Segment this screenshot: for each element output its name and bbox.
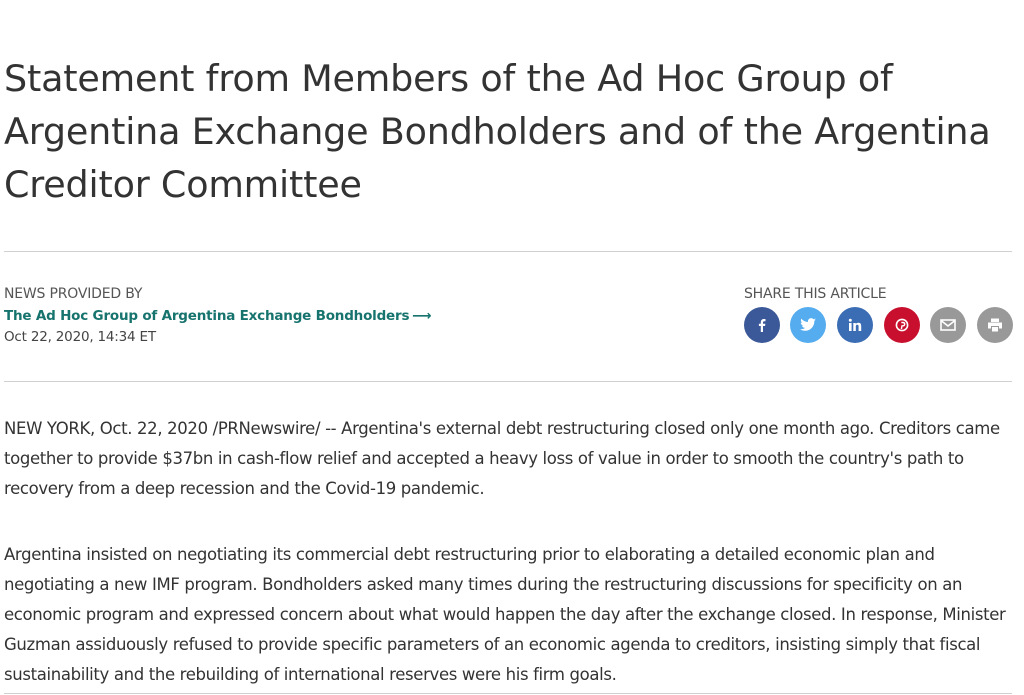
facebook-icon [755, 318, 769, 332]
divider [4, 693, 1012, 694]
share-article [744, 286, 1019, 303]
twitter-icon [800, 318, 816, 332]
provider-link[interactable] [4, 308, 431, 325]
divider [4, 381, 1012, 382]
divider [4, 251, 1012, 252]
linkedin-icon [848, 318, 862, 332]
print-button[interactable] [977, 307, 1013, 343]
article-paragraph: Argentina insisted on negotiating its commercial debt restructuring prior to elaborating a detailed economic plan and negotiating a new IMF program. Bondholders asked many times during the restructuring discussions for specificity on an economic program and expressed concern about what would happen the day after the exchange closed. In response, Minister Guzman assiduously refused to provide specific parameters of an economic agenda to creditors, insisting simply that fiscal sustainability and the rebuilding of international reserves were his firm goals. [4, 545, 1006, 684]
share-buttons [744, 307, 1019, 345]
email-icon [940, 319, 956, 331]
twitter-share-button[interactable] [790, 307, 826, 343]
article-paragraph: NEW YORK, Oct. 22, 2020 /PRNewswire/ -- Argentina's external debt restructuring closed only one month ago. Creditors came together to provide $37bn in cash-flow relief and accepted a heavy loss of value in order to smooth the country's path to recovery from a deep recession and the Covid-19 pandemic. [4, 419, 1000, 498]
facebook-share-button[interactable] [744, 307, 780, 343]
provided-by-label: NEWS PROVIDED BY [4, 286, 143, 302]
article-title: Statement from Members of the Ad Hoc Group of Argentina Exchange Bondholders and of the Argentina Creditor Committee [4, 57, 991, 206]
provider-name: The Ad Hoc Group of Argentina Exchange Bondholders [4, 308, 410, 324]
pinterest-icon [895, 318, 909, 332]
linkedin-share-button[interactable] [837, 307, 873, 343]
print-icon [987, 318, 1003, 332]
share-label: SHARE THIS ARTICLE [744, 286, 887, 302]
email-share-button[interactable] [930, 307, 966, 343]
news-provided-by [4, 286, 431, 346]
publish-date: Oct 22, 2020, 14:34 ET [4, 329, 156, 345]
pinterest-share-button[interactable] [884, 307, 920, 343]
arrow-right-icon: ⟶ [412, 308, 432, 324]
